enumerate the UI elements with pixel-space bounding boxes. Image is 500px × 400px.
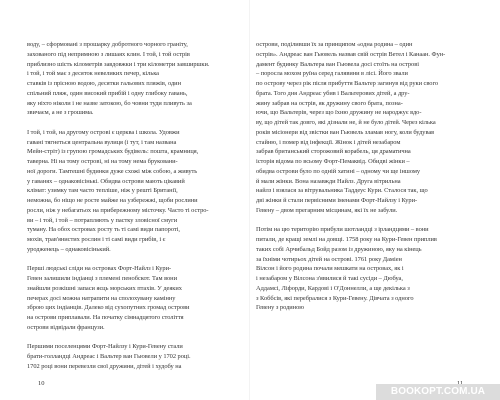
- text-line: [27, 118, 242, 128]
- left-page-text: [27, 40, 242, 372]
- text-line: неможна, бо ніщо не росте майже на узбережжі, щоби рослини: [27, 197, 198, 204]
- text-line: Аддамсі, Ліфорди, Кардові і О'Доннелли, а ще декілька з: [256, 284, 410, 292]
- text-line: клімат: узимку там часто тепліше, ніж у решті Британії,: [27, 187, 178, 195]
- text-line: питали, де кращі землі на довщі. 1758 року на Кури-Гевен приплив: [256, 236, 437, 243]
- right-page: [256, 40, 471, 313]
- text-line: і незабаром у Вілсона з'явилися й такі сусіди – Дюбуа,: [256, 275, 403, 282]
- text-line: за їхніми чотирьох дітей на острові. 1761 року Даміен: [256, 255, 402, 263]
- text-line: у гаванях – однаковісінькі. Обидва острови мають цікавий: [27, 177, 185, 185]
- text-line: острів». Андреас ван Гьювель назвав свій острів Ветел і Канаан. Фун-: [256, 50, 446, 58]
- text-line: дамент будинку Вальтера ван Гьювела досі стоїть на острові: [256, 60, 419, 68]
- text-line: звичаєм, а не з грошима.: [27, 109, 94, 117]
- text-line: острови, поділивши їх за принципом «одна родина – один: [256, 41, 413, 48]
- page-fold: [249, 0, 250, 400]
- text-line: ної дороги. Тамтешні будинки дуже схожі між собою, а живуть: [27, 167, 198, 175]
- text-line: 1702 році вони перевезли свої дружини, дітей і худобу на: [27, 362, 182, 370]
- text-line: брати-голландці Андреас і Вальтер ван Гьювели у 1702 році.: [27, 353, 191, 360]
- text-line: жину забрав на острів, як дружину свого брата, позна-: [256, 99, 403, 107]
- text-line: і той, і той має з десяток невеликих печер, кілька: [27, 70, 159, 78]
- text-line: зброю цих індіанців. Далеко від сухопутних громад острови: [27, 304, 190, 312]
- text-line: з Коббсів, які перебралися з Кури-Гевену. Дівчата з одного: [256, 294, 414, 302]
- text-line: ви – і той, і той – потрапляють у пастку зловісної смуги: [27, 216, 178, 224]
- text-line: [256, 216, 471, 226]
- text-line: найлз і взялася за вітрувальника Таддеус Кури. Сталося так, що: [256, 187, 428, 195]
- left-page: [27, 40, 242, 372]
- text-line: – поросла мохом руїна серед галявини в лісі. Його звали: [256, 70, 408, 78]
- text-line: Вілсон і його родина почали мешкати на островах, як і: [256, 265, 404, 273]
- text-line: забрав британський сторожовий корабель, ця драматична: [256, 148, 411, 156]
- text-line: й мали жінки. Вона назавжди Найлз. Друга вітрильна: [256, 177, 401, 185]
- text-line: [27, 333, 242, 343]
- text-line: воду, – сформовані з прошарку добротного чорного граніту,: [27, 41, 188, 48]
- text-line: приблизно шість кілометрів завдовжки і три кілометри завширшки.: [27, 60, 210, 68]
- text-line: Перші людські сліди на островах Форт-Найлз і Кури-: [27, 265, 172, 273]
- text-line: І той, і той, на другому острові є церква і школа. Удовжи: [27, 128, 180, 136]
- text-line: дві жінки й стали первісними іменами Форт-Найлзу і Кури-: [256, 197, 418, 204]
- text-line: на острови приплавали. На початку сімнадцятого століття: [27, 314, 184, 321]
- text-line: ставків із прісною водою, десятки гальових пляжів, один: [27, 80, 181, 87]
- text-line: стайню, і помер від інфекції. Жінок і дітей незабаром: [256, 138, 401, 146]
- text-line: спільний пляж, один високий прибій і одну глибоку гавань,: [27, 89, 188, 97]
- text-line: по острову через рік після прибуття Вальтер загинув від руки свого: [256, 80, 439, 87]
- text-line: Першими поселенцями Форт-Найлзу і Кури-Гевену стали: [27, 343, 183, 351]
- text-line: Гевену – двом прегарним місцинам, які їх не забули.: [256, 206, 398, 214]
- text-line: ву, що дітей так довго, які дізнали не, й не було дітей. Через кілька: [256, 119, 436, 126]
- text-line: мохів, трав'янистих рослин і ті самі види грибів, і є: [27, 236, 166, 243]
- left-page-number: 10: [38, 380, 45, 387]
- text-line: [27, 255, 242, 265]
- text-line: Гевену з родиною: [256, 304, 304, 312]
- text-line: таверна. Ні на тому острові, ні на тому нема бруковани-: [27, 158, 178, 165]
- text-line: ючи, що Вальтерів, через що їхню дружину не народжує вдо-: [256, 109, 422, 117]
- text-line: Потім на цю територію прибули шотландці з ірландцями – вони: [256, 226, 429, 234]
- text-line: гавані тягнеться центральна вулиця (і тут, і там названа: [27, 138, 177, 146]
- text-line: туману. На обох островах росту ть ті самі види папороті,: [27, 226, 180, 234]
- text-line: Мейн-стріт) із групою громадських будівель: пошта, крамниця,: [27, 148, 199, 156]
- text-line: Гевен залишили індіанці з племені пенобскот. Там вони: [27, 275, 177, 282]
- text-line: обидва острови було по одній хатині – одному чи ще іншому: [256, 167, 421, 175]
- text-line: печерах досі можна натрапити на сполохувану камінну: [27, 294, 176, 302]
- watermark: BOOKOPT.COM.UA: [376, 384, 500, 400]
- text-line: острови відвідали французи.: [27, 323, 105, 331]
- text-line: яку ніхто ніколи і не назве затокою, бо човни туди пливуть за: [27, 99, 192, 107]
- text-line: росли, ніж у небагатьох на прибережному місточку. Часто ті остро-: [27, 206, 209, 214]
- text-line: брата. Того дня Андреас убив і Вальтерових дітей, а дру-: [256, 89, 410, 97]
- text-line: історія відома по всьому Форт-Пемаквід. Обидві жінки –: [256, 158, 410, 165]
- right-page-text: [256, 40, 471, 313]
- text-line: таких собі Арчибальд Бойд разом із дружиною, яку на кінець: [256, 245, 422, 253]
- text-line: уродженець – однаковісінький.: [27, 245, 111, 253]
- text-line: років місіонери від звістки ван Гьювель зламав ногу, коли будував: [256, 128, 435, 136]
- text-line: знайшли розкішні запаси яєць морських птахів. У деяких: [27, 284, 182, 292]
- text-line: захованого під непримною з лишаях клин. І той, і той острів: [27, 50, 190, 58]
